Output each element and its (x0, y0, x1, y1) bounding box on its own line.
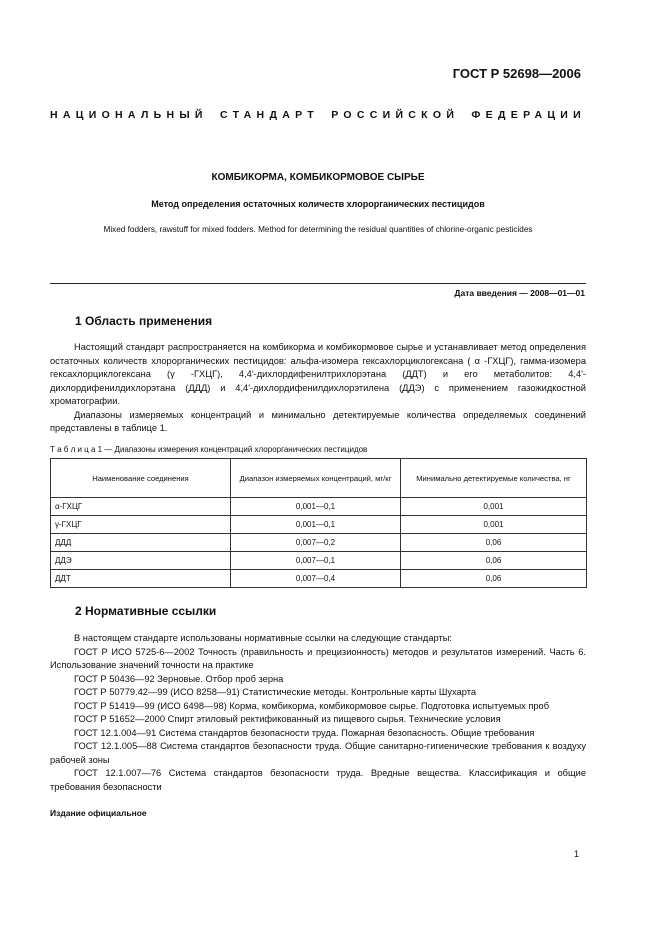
minimum-detectable: 0,06 (401, 552, 587, 570)
reference-item: ГОСТ 12.1.005—88 Система стандартов безопасности труда. Общие санитарно-гигиенические требования к воздуху рабочей зоны (50, 741, 586, 765)
minimum-detectable: 0,06 (401, 534, 587, 552)
national-standard-header (50, 109, 586, 121)
english-title: Mixed fodders, rawstuff for mixed fodders. Method for determining the residual quantities of chlorine-organic pesticides (103, 225, 533, 234)
table-row (51, 498, 587, 516)
paragraph: Диапазоны измеряемых концентраций и минимально детектируемые количества определяемых соединений представлены в таблице 1. (50, 409, 586, 433)
concentration-range: 0,007—0,2 (231, 534, 401, 552)
reference-item: ГОСТ Р ИСО 5725-6—2002 Точность (правильность и прецизионность) методов и результатов измерений. Часть 6. Использование значений точности на практике (50, 646, 586, 670)
column-header: Наименование соединения (51, 459, 231, 498)
reference-item: ГОСТ Р 51419—99 (ИСО 6498—98) Корма, комбикорма, комбикормовое сырье. Подготовка испытуемых проб (74, 700, 550, 711)
compound-name: ДДЭ (51, 552, 231, 570)
introduction-date: Дата введения — 2008—01—01 (454, 288, 585, 298)
compound-name: ДДД (51, 534, 231, 552)
section-2-body (50, 632, 586, 794)
reference-item: ГОСТ 12.1.007—76 Система стандартов безопасности труда. Вредные вещества. Классификация и общие требования безопасности (50, 768, 586, 792)
header-word: ФЕДЕРАЦИИ (471, 109, 586, 121)
header-word: СТАНДАРТ (220, 109, 319, 121)
divider (50, 283, 586, 284)
table-caption: Т а б л и ц а 1 — Диапазоны измерения концентраций хлорорганических пестицидов (50, 445, 368, 454)
compound-name: γ-ГХЦГ (51, 516, 231, 534)
page-number: 1 (574, 849, 580, 859)
document-subtitle: Метод определения остаточных количеств хлорорганических пестицидов (151, 199, 485, 209)
reference-item: ГОСТ Р 50436—92 Зерновые. Отбор проб зерна (74, 673, 284, 684)
document-title: КОМБИКОРМА, КОМБИКОРМОВОЕ СЫРЬЕ (211, 172, 425, 183)
reference-item: ГОСТ Р 50779.42—99 (ИСО 8258—91) Статистические методы. Контрольные карты Шухарта (74, 687, 477, 697)
header-word: НАЦИОНАЛЬНЫЙ (50, 109, 208, 121)
concentration-range: 0,007—0,1 (231, 552, 401, 570)
table-row (51, 516, 587, 534)
minimum-detectable: 0,001 (401, 498, 587, 516)
official-publication-note: Издание официальное (50, 808, 147, 818)
section-1-body (50, 341, 586, 436)
table-row (51, 570, 587, 588)
header-word: РОССИЙСКОЙ (331, 109, 460, 121)
paragraph: В настоящем стандарте использованы нормативные ссылки на следующие стандарты: (74, 633, 453, 643)
table-header-row (51, 459, 587, 498)
reference-item: ГОСТ Р 51652—2000 Спирт этиловый ректификованный из пищевого сырья. Технические условия (74, 714, 501, 724)
column-header: Диапазон измеряемых концентраций, мг/кг (231, 459, 401, 498)
concentration-range: 0,001—0,1 (231, 498, 401, 516)
concentration-range: 0,001—0,1 (231, 516, 401, 534)
table-row (51, 552, 587, 570)
column-header: Минимально детектируемые количества, нг (401, 459, 587, 498)
paragraph: Настоящий стандарт распространяется на комбикорма и комбикормовое сырье и устанавливает метод определения остаточных количеств хлорорганических пестицидов: альфа-изомера гексахлорциклогексана ( α -ГХЦГ), гамма-изомера гексахлорциклогексана (γ -ГХЦГ), 4,4'-дихлордифенилтрихлорэтана (ДДТ) и его метаболитов: 4,4'-дихлордифенилдихлорэтана (ДДД) и 4,4'-дихлордифенилдихлорэтилена (ДДЭ) с применением газожидкостной хроматографии. (50, 342, 586, 406)
minimum-detectable: 0,001 (401, 516, 587, 534)
concentration-range: 0,007—0,4 (231, 570, 401, 588)
compound-name: α-ГХЦГ (51, 498, 231, 516)
section-1-heading: 1 Область применения (75, 314, 213, 328)
reference-item: ГОСТ 12.1.004—91 Система стандартов безопасности труда. Пожарная безопасность. Общие требования (74, 727, 535, 738)
table-row (51, 534, 587, 552)
compound-name: ДДТ (51, 570, 231, 588)
pesticide-table (50, 458, 587, 588)
section-2-heading: 2 Нормативные ссылки (75, 604, 217, 618)
document-number: ГОСТ Р 52698—2006 (452, 66, 581, 81)
minimum-detectable: 0,06 (401, 570, 587, 588)
